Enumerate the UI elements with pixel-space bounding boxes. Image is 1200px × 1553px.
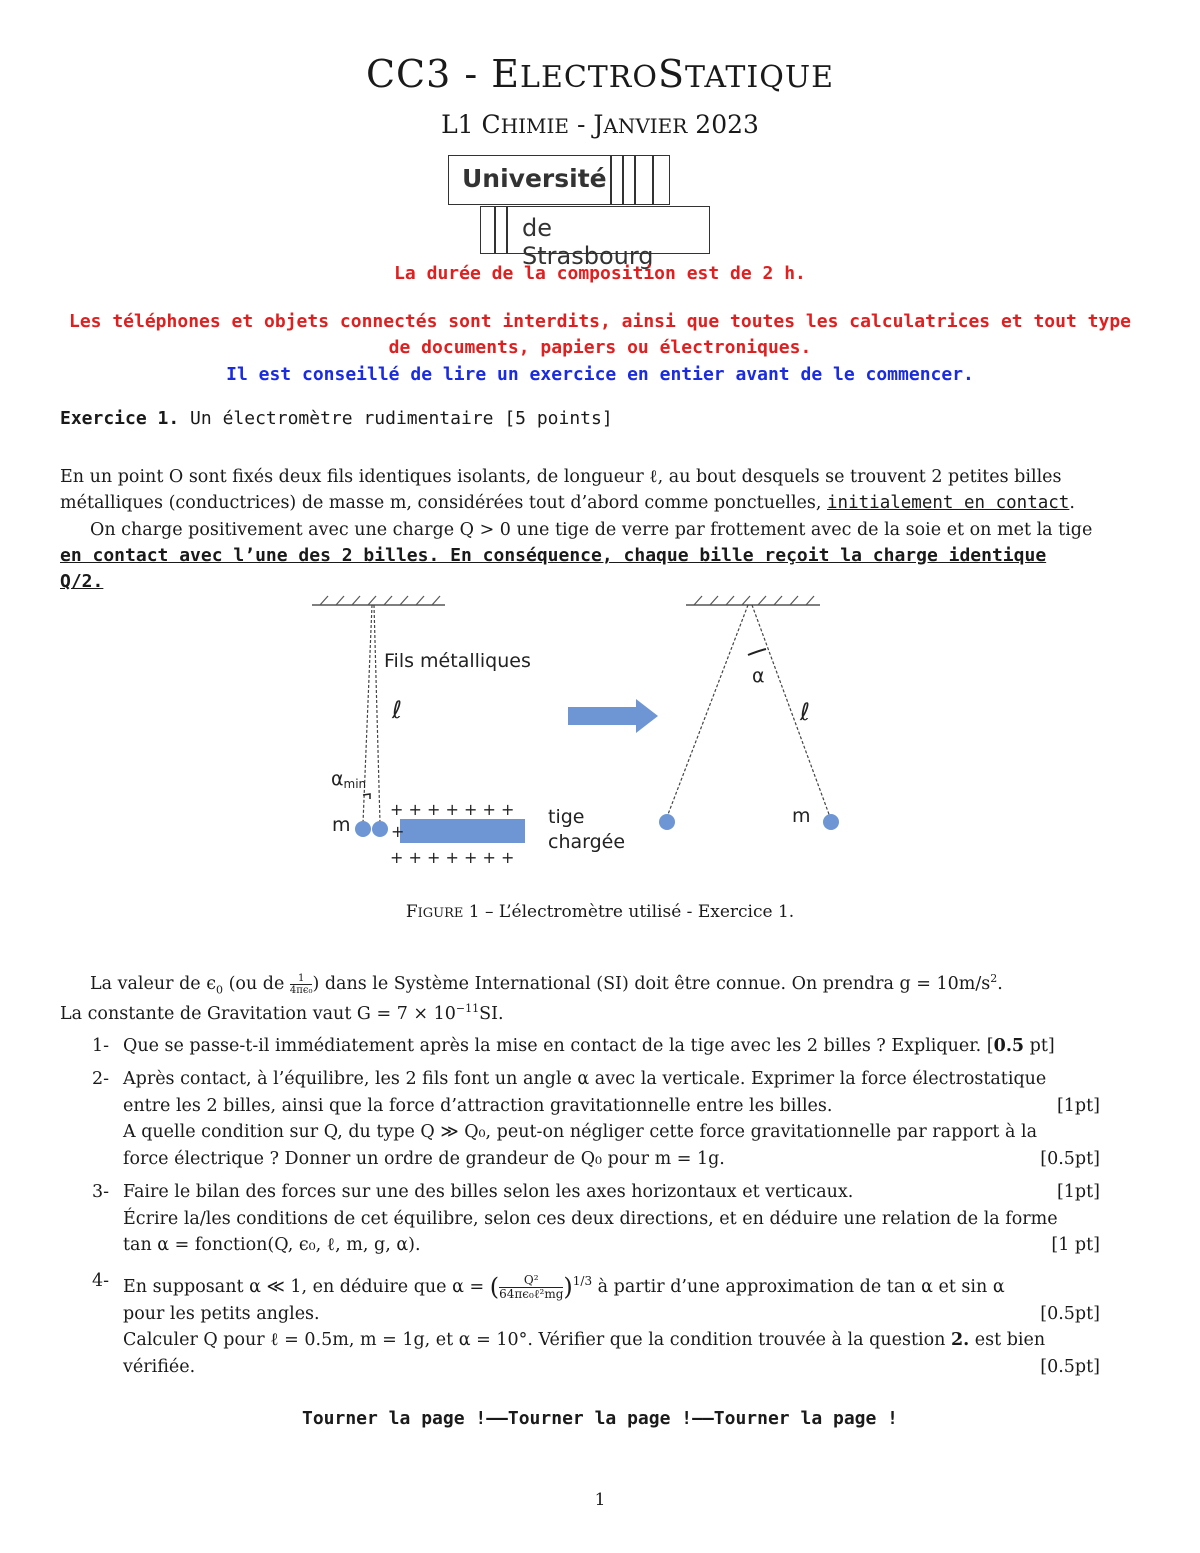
figure-caption: FIGURE 1 – L’électromètre utilisé - Exercice 1. — [405, 902, 795, 922]
label-length-left: ℓ — [392, 696, 402, 724]
rod-plus-bottom: + + + + + + + — [390, 848, 515, 867]
turn-page-notice: Tourner la page !—–Tourner la page !—–Tourner la page ! — [301, 1408, 899, 1429]
logo-text-universite: Université — [462, 164, 607, 193]
intro-line-2: métalliques (conductrices) de masse m, considérées tout d’abord comme ponctuelles, initialement en contact. — [60, 493, 1075, 513]
right-wire-2 — [752, 605, 830, 817]
advice-notice: Il est conseillé de lire un exercice en entier avant de le commencer. — [226, 364, 974, 385]
label-mass-left: m — [332, 814, 351, 836]
constants-line-2: La constante de Gravitation vaut $G = 7 \times 10^{-11}SI$. — [60, 1002, 504, 1024]
logo-stripe — [622, 155, 624, 205]
question-4: 4- En supposant α ≪ 1, en déduire que α = ( Q² 64πϵ₀ℓ²mg )$^{1/3}$ à partir d’une approximation de tan α et sin α pour les petits angles. [0.5pt] Calculer Q pour ℓ = 0.5m, m = 1g, et α = 10°. Vérifier que la condition trouvée à la question 2. est bien vérifiée. [0.5pt] — [92, 1271, 1100, 1377]
transition-arrow — [568, 699, 658, 733]
label-mass-right: m — [792, 805, 811, 827]
label-alpha: α — [752, 665, 765, 687]
question-3: 3- Faire le bilan des forces sur une des billes selon les axes horizontaux et verticaux. [1pt] Écrire la/les conditions de cet équilibre, selon ces deux directions, et en déduire une relation de la forme tan α = fonction(Q, ϵ₀, ℓ, m, g, α). [1 pt] — [92, 1182, 1100, 1255]
label-wires: Fils métalliques — [384, 650, 531, 672]
question-2: 2- Après contact, à l’équilibre, les 2 fils font un angle α avec la verticale. Exprimer la force électrostatique entre les 2 billes, ainsi que la force d’attraction gravitationnelle entre les billes. [1pt] A quelle condition sur Q, du type Q ≫ Q₀, peut-on négliger cette force gravitationnelle par rapport à la force électrique ? Donner un ordre de grandeur de Q₀ pour m = 1g. [0.5pt] — [92, 1069, 1100, 1169]
right-ceiling-hatch — [694, 596, 814, 605]
intro-line-3: On charge positivement avec une charge Q > 0 une tige de verre par frottement avec de la soie et on met la tige — [90, 520, 1093, 540]
page-subtitle: L1 CHIMIE - JANVIER 2023 — [441, 110, 759, 139]
left-wire-2 — [374, 605, 380, 823]
rod-plus-top: + + + + + + + — [390, 800, 515, 819]
logo-stripe — [506, 206, 508, 254]
intro-line-1: En un point O sont fixés deux fils identiques isolants, de longueur ℓ, au bout desquels se trouvent 2 petites billes — [60, 467, 1062, 487]
exercise-heading: Exercice 1. Un électromètre rudimentaire [5 points] — [60, 408, 613, 429]
page-number: 1 — [594, 1490, 606, 1510]
alpha-arc — [748, 649, 766, 655]
duration-notice: La durée de la composition est de 2 h. — [394, 263, 806, 284]
label-alpha-min: αmin — [331, 768, 367, 791]
logo-text-strasbourg: de Strasbourg — [522, 214, 654, 270]
left-ball-1 — [355, 821, 371, 837]
constants-line-1: La valeur de $\epsilon_0$ (ou de $\frac{1}{\text{4πϵ₀}}$ ) dans le Système International (SI) doit être connue. On prendra $g = 10m/s^2$. — [90, 972, 1003, 997]
logo-stripe — [610, 155, 612, 205]
logo-stripe — [652, 155, 654, 205]
logo-stripe — [494, 206, 496, 254]
right-ball-1 — [659, 814, 675, 830]
label-rod-1: tige — [548, 806, 585, 828]
label-length-right: ℓ — [800, 698, 810, 726]
underlined-phrase: initialement en contact — [827, 493, 1070, 513]
rod-plus-single: + — [391, 822, 405, 841]
forbidden-notice-line1: Les téléphones et objets connectés sont interdits, ainsi que toutes les calculatrices et tout type — [68, 311, 1132, 332]
left-ceiling-hatch — [320, 596, 440, 605]
left-ball-2 — [372, 821, 388, 837]
label-rod-2: chargée — [548, 831, 626, 853]
right-ball-2 — [823, 814, 839, 830]
right-wire-1 — [667, 605, 748, 817]
page-title: CC3 - ELECTROSTATIQUE — [365, 52, 835, 96]
question-1: 1- Que se passe-t-il immédiatement après la mise en contact de la tige avec les 2 billes ? Expliquer. [0.5 pt] — [92, 1036, 1055, 1056]
charged-rod — [400, 819, 525, 843]
intro-line-4: en contact avec l’une des 2 billes. En conséquence, chaque bille reçoit la charge identique Q/2. — [60, 545, 1047, 592]
electrometer-figure — [300, 585, 860, 875]
logo-stripe — [634, 155, 636, 205]
forbidden-notice-line2: de documents, papiers ou électroniques. — [388, 337, 812, 358]
